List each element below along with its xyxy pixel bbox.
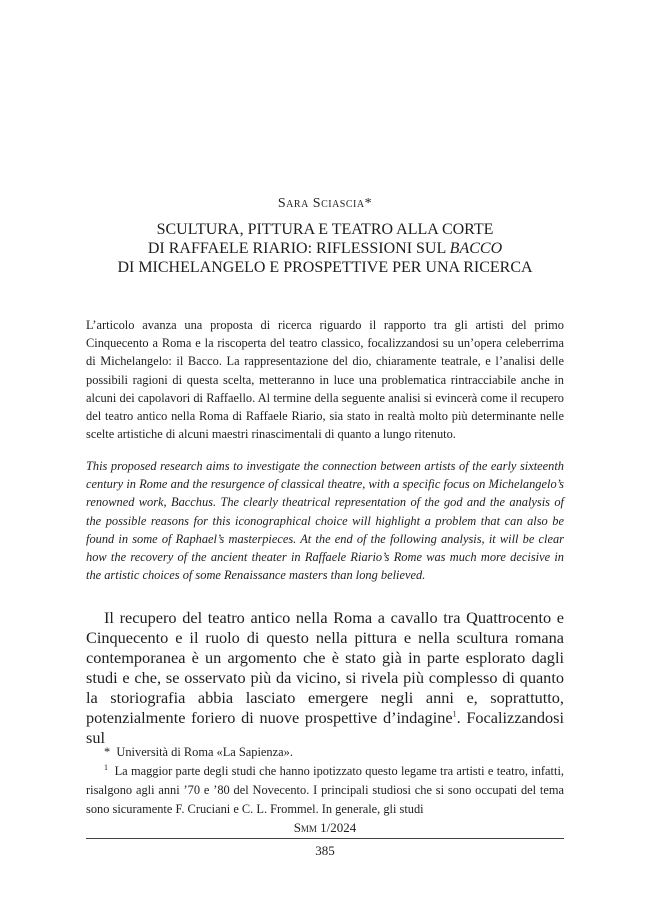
page-number: 385 xyxy=(315,843,335,858)
article-title xyxy=(60,220,590,277)
footnote-1 xyxy=(86,762,564,819)
author-name: Sara Sciascia xyxy=(277,196,365,211)
footnote-1-text: La maggior parte degli studi che hanno ipotizzato questo legame tra artisti e teatro, infatti, risalgono agli anni ’70 e ’80 del Novecento. I principali studiosi che si sono occupati del tema sono sicuramente F. Cruciani e C. L. Frommel. In generale, gli studi xyxy=(86,764,564,816)
title-line-2-text: DI RAFFAELE RIARIO: RIFLESSIONI SUL xyxy=(147,240,450,257)
journal-name: Smm 1/2024 xyxy=(293,820,357,835)
footnote-reference[interactable]: 1 xyxy=(452,709,457,719)
author-footnote-mark: * xyxy=(364,196,373,211)
footer-rule xyxy=(86,838,564,839)
title-line-2-italic: BACCO xyxy=(449,240,503,257)
footnote-affiliation xyxy=(86,743,564,762)
footnote-affiliation-text: Università di Roma «La Sapienza». xyxy=(116,745,293,759)
body-paragraph xyxy=(86,608,564,748)
journal-label xyxy=(0,820,650,836)
title-line-2 xyxy=(60,239,590,258)
abstract-english: This proposed research aims to investigate the connection between artists of the early sixteenth century in Rome and the resurgence of classical theatre, with a specific focus on Michelangelo’s renowned work, Bacchus. The clearly theatrical representation of the god and the analysis of the possible reasons for this iconographical choice will highlight a problem that can also be found in some of Raphael’s masterpieces. At the end of the following analysis, it will be clear how the recovery of the ancient theater in Raffaele Riario’s Rome was much more decisive in the artistic choices of some Renaissance masters than long believed. xyxy=(86,459,564,583)
body-text-after-note: . Focalizzandosi sul xyxy=(86,708,565,747)
body-text-before-note: Il recupero del teatro antico nella Roma a cavallo tra Quattrocento e Cinquecento e il ruolo di questo nella pittura e nella scultura romana contemporanea è un argomento che è stato già in parte esplorato dagli studi e che, se osservato più da vicino, si rivela più complesso di quanto la storiografia abbia lasciato emergere negli anni e, soprattutto, potenzialmente foriero di nuove prospettive d’indagine xyxy=(86,608,564,727)
author-line xyxy=(0,196,650,212)
title-line-1: SCULTURA, PITTURA E TEATRO ALLA CORTE xyxy=(156,221,494,238)
footnote-1-mark: 1 xyxy=(104,762,108,772)
footnote-star-mark: * xyxy=(104,745,111,759)
title-line-3: DI MICHELANGELO E PROSPETTIVE PER UNA RICERCA xyxy=(117,259,533,276)
abstract-italian: L’articolo avanza una proposta di ricerca riguardo il rapporto tra gli artisti del primo Cinquecento a Roma e la riscoperta del teatro classico, focalizzandosi su un’opera celeberrima di Michelangelo: il Bacco. La rappresentazione del dio, chiaramente teatrale, e l’analisi delle possibili ragioni di questa scelta, metteranno in luce una problematica rintracciabile anche in alcuni dei capolavori di Raffaello. Al termine della seguente analisi si evincerà come il recupero del teatro antico nella Roma di Raffaele Riario, sia stato in realtà molto più determinante nelle scelte artistiche di alcuni maestri rinascimentali di quanto a lungo ritenuto. xyxy=(86,318,564,442)
